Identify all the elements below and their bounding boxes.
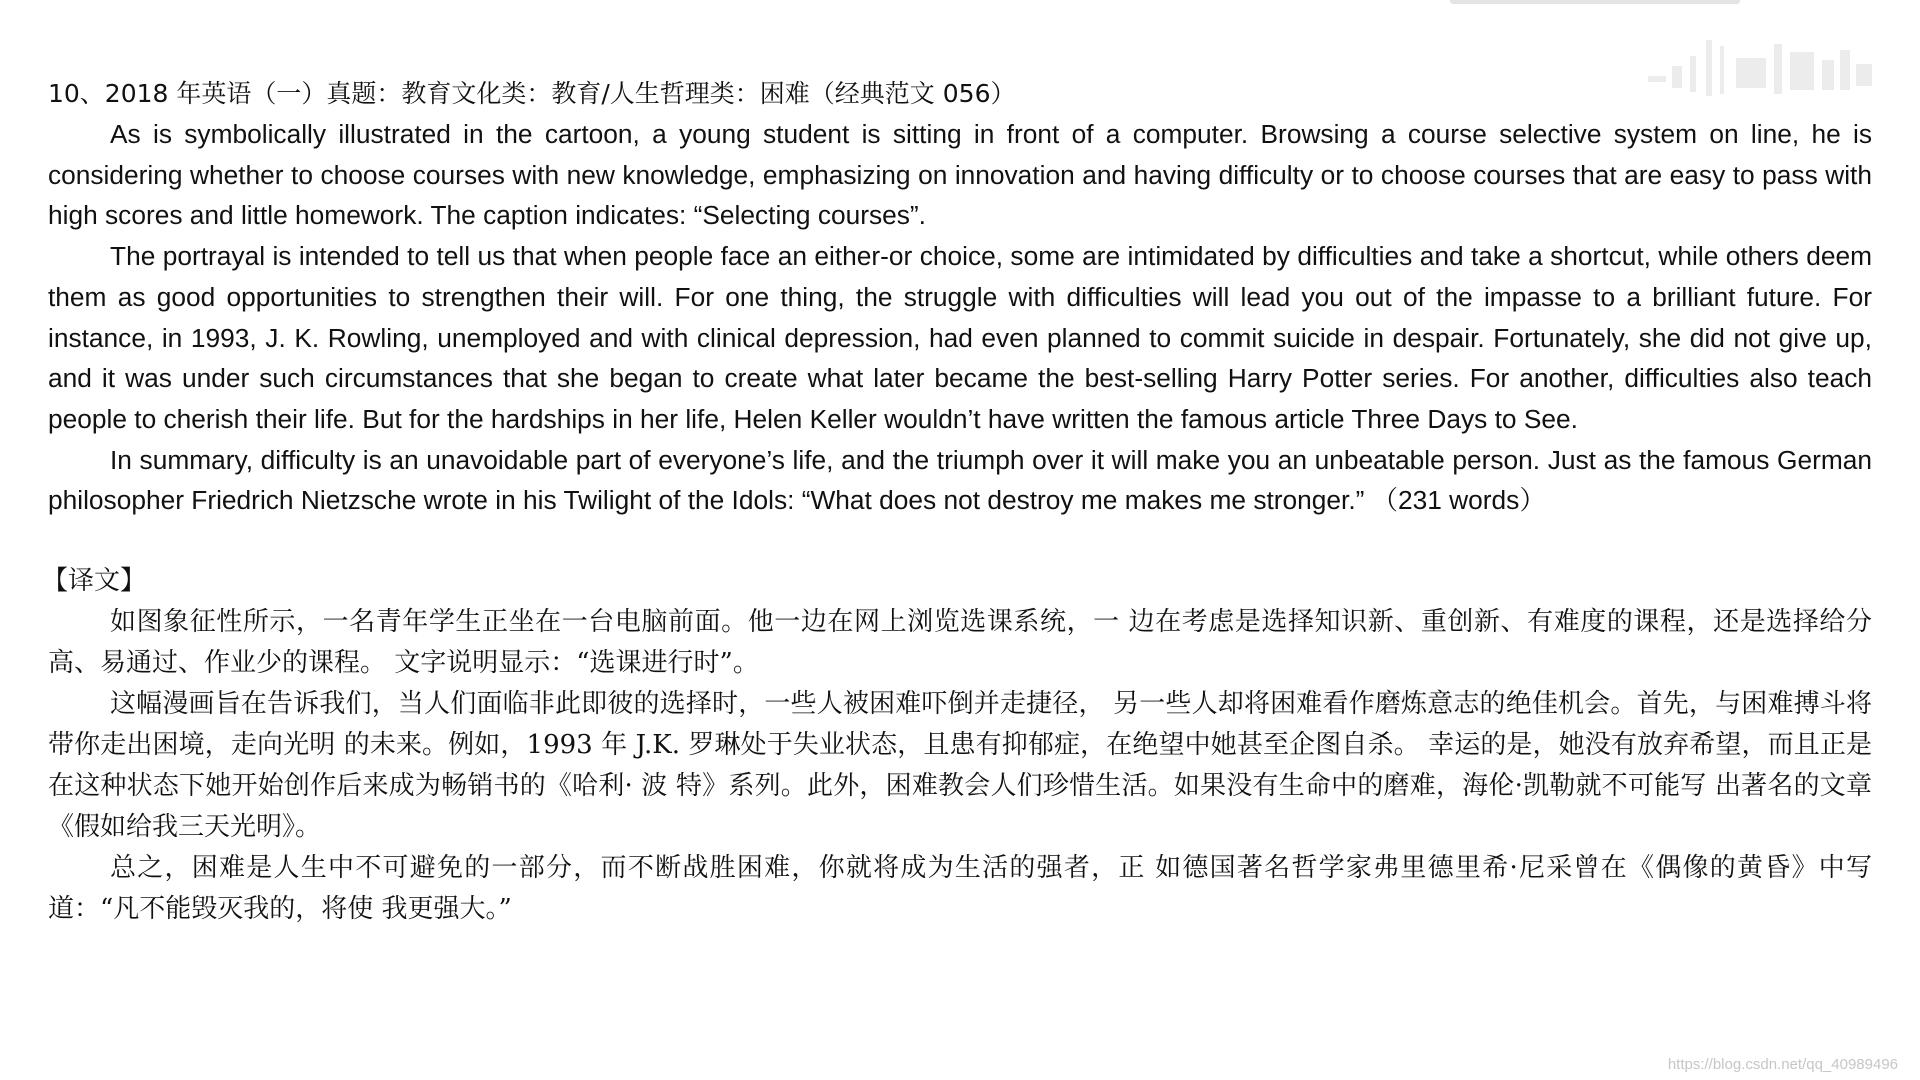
section-gap — [48, 521, 1872, 561]
english-paragraph-1: As is symbolically illustrated in the cartoon, a young student is sitting in front of a computer. Browsing a course selective system on line, he is considering whether to choose courses with new knowledge, emphasizing on innovation and having difficulty or to choose courses that are easy to pass with high scores and little homework. The caption indicates: “Selecting courses”. — [48, 119, 1872, 231]
chinese-paragraph-2: 这幅漫画旨在告诉我们，当人们面临非此即彼的选择时，一些人被困难吓倒并走捷径， 另一些人却将困难看作磨炼意志的绝佳机会。首先，与困难搏斗将带你走出困境，走向光明 的未来。例如，1993 年 J.K. 罗琳处于失业状态，且患有抑郁症，在绝望中她甚至企图自杀。 幸运的是，她没有放弃希望，而且正是在这种状态下她开始创作后来成为畅销书的《哈利· 波 特》系列。此外，困难教会人们珍惜生活。如果没有生命中的磨难，海伦·凯勒就不可能写 出著名的文章《假如给我三天光明》。 — [48, 689, 1872, 843]
chinese-paragraph-3: 总之，困难是人生中不可避免的一部分，而不断战胜困难，你就将成为生活的强者，正 如德国著名哲学家弗里德里希·尼采曾在《偶像的黄昏》中写道：“凡不能毁灭我的，将使 我更强大。” — [48, 853, 1872, 925]
chinese-paragraph-1: 如图象征性所示，一名青年学生正坐在一台电脑前面。他一边在网上浏览选课系统，一 边在考虑是选择知识新、重创新、有难度的课程，还是选择给分高、易通过、作业少的课程。 文字说明显示：“选课进行时”。 — [48, 607, 1872, 679]
article-body — [42, 74, 1872, 930]
watermark-url: https://blog.csdn.net/qq_40989496 — [1667, 1056, 1898, 1073]
translation-title: 【译文】 — [42, 566, 147, 597]
article-heading: 10、2018 年英语（一）真题：教育文化类：教育/人生哲理类：困难（经典范文 056） — [48, 79, 1016, 108]
english-paragraph-2: The portrayal is intended to tell us that when people face an either-or choice, some are intimidated by difficulties and take a shortcut, while others deem them as good opportunities to strengthen their will. For one thing, the struggle with difficulties will lead you out of the impasse to a brilliant future. For instance, in 1993, J. K. Rowling, unemployed and with clinical depression, had even planned to commit suicide in despair. Fortunately, she did not give up, and it was under such circumstances that she began to create what later became the best-selling Harry Potter series. For another, difficulties also teach people to cherish their life. But for the hardships in her life, Helen Keller wouldn’t have written the famous article Three Days to See. — [48, 241, 1872, 434]
english-paragraph-3: In summary, difficulty is an unavoidable part of everyone’s life, and the triumph over it will make you an unbeatable person. Just as the famous German philosopher Friedrich Nietzsche wrote in his Twilight of the Idols: “What does not destroy me makes me stronger.” （231 words） — [48, 444, 1872, 516]
window-edge — [1450, 0, 1740, 4]
